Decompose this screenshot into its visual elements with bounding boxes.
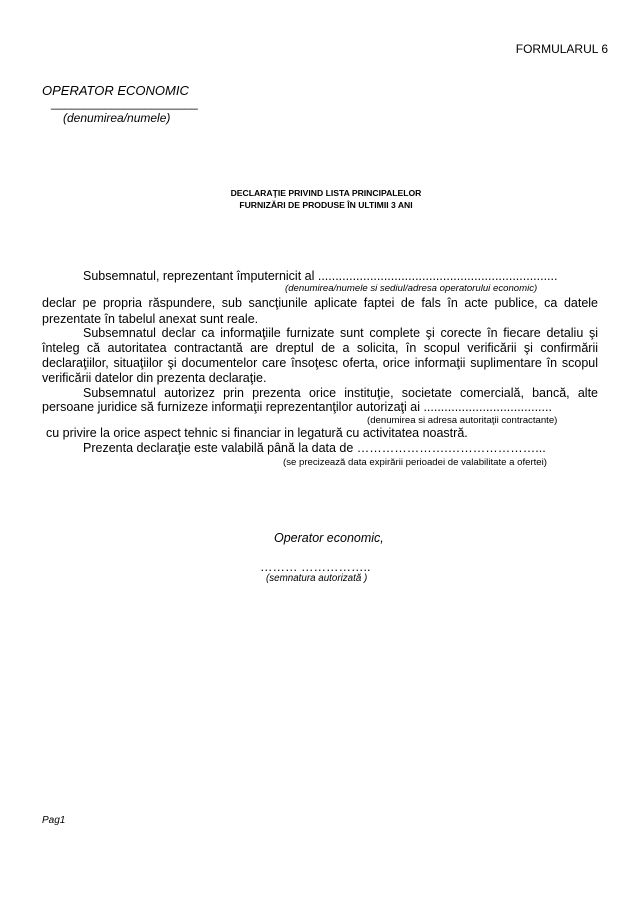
p2-line2: înteleg că autoritatea contractantă are dreptul de a solicita, în scopul verificării şi confirmării	[42, 341, 598, 355]
p1-line3: prezentate în tabelul anexat sunt reale.	[42, 312, 259, 326]
p2-line3: declaraţiilor, situaţiilor şi documentelor care însoţesc oferta, orice informaţii suplimentare în scopul	[42, 356, 598, 370]
signature-label: Operator economic,	[274, 531, 384, 545]
declaration-title-line2: FURNIZĂRI DE PRODUSE ÎN ULTIMII 3 ANI	[239, 200, 413, 210]
p3-caption: (denumirea si adresa autoritaţii contractante)	[367, 415, 558, 426]
p4-line1: Prezenta declaraţie este valabilă până la data de ………………….…………………...	[83, 441, 546, 455]
p3-line1: Subsemnatul autorizez prin prezenta orice instituţie, societate comercială, bancă, alte	[83, 386, 598, 400]
p1-line2: declar pe propria răspundere, sub sancţiunile aplicate faptei de fals în acte publice, ca datele	[42, 296, 598, 310]
p4-caption: (se precizează data expirării perioadei de valabilitate a ofertei)	[283, 457, 547, 468]
p2-line1: Subsemnatul declar ca informaţiile furnizate sunt complete şi corecte în fiecare detaliu şi	[83, 326, 598, 340]
declaration-title-line1: DECLARAŢIE PRIVIND LISTA PRINCIPALELOR	[230, 188, 422, 198]
signature-dots: ……… ……………..	[260, 560, 371, 574]
operator-name-line: ______________________	[51, 96, 198, 110]
p1-caption: (denumirea/numele si sediul/adresa operatorului economic)	[285, 283, 538, 294]
form-label: FORMULARUL 6	[515, 42, 608, 56]
p1-line1: Subsemnatul, reprezentant împuternicit al .....................................................................	[83, 269, 558, 283]
p3-line2: persoane juridice să furnizeze informaţii reprezentanţilor autorizaţi ai .....................................	[42, 400, 552, 414]
operator-caption: (denumirea/numele)	[63, 111, 171, 125]
p2-line4: verificării datelor din prezenta declaraţie.	[42, 371, 267, 385]
p3-line3: cu privire la orice aspect tehnic si financiar in legatură cu activitatea noastră.	[46, 426, 468, 440]
signature-caption: (semnatura autorizată )	[266, 573, 368, 584]
page-number: Pag1	[42, 815, 66, 826]
operator-title: OPERATOR ECONOMIC	[42, 83, 189, 98]
